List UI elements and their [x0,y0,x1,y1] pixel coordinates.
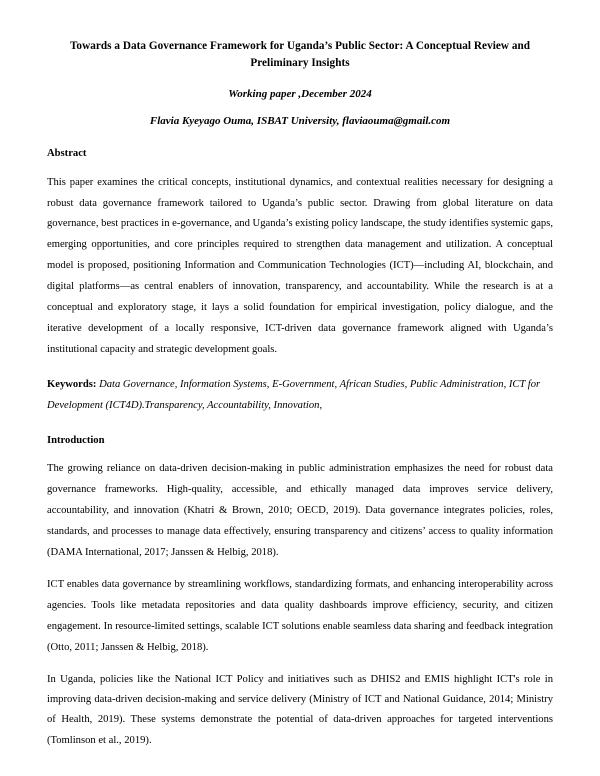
author-byline: Flavia Kyeyago Ouma, ISBAT University, flaviaouma@gmail.com [149,115,451,128]
page-title: Towards a Data Governance Framework for Uganda’s Public Sector: A Conceptual Review and Preliminary Insights [69,40,531,70]
abstract-paragraph: This paper examines the critical concepts, institutional dynamics, and contextual realities necessary for designing a robust data governance framework tailored to Uganda’s public sector. Drawing from global literature on data governance, best practices in e-governance, and Uganda’s existing policy landscape, the study identifies systemic gaps, emerging opportunities, and core principles required to strengthen data management and utilization. A conceptual model is proposed, positioning Information and Communication Technologies (ICT)—including AI, blockchain, and digital platforms—as central enablers of innovation, transparency, and accountability. While the research is at a conceptual and exploratory stage, it lays a solid foundation for empirical investigation, policy dialogue, and the iterative development of a locally responsive, ICT-driven data governance framework aligned with Uganda’s institutional capacity and strategic development goals. [47,176,553,356]
introduction-heading: Introduction [47,434,105,446]
document-subtitle: Working paper ,December 2024 [228,87,372,100]
keywords-list: Data Governance, Information Systems, E-Government, African Studies, Public Administration, ICT for Development (ICT4D).Transparency, Accountability, Innovation, [47,379,541,411]
keywords-line [47,375,553,416]
introduction-paragraph-3: In Uganda, policies like the National ICT Policy and initiatives such as DHIS2 and EMIS highlight ICT's role in improving data-driven decision-making and service delivery (Ministry of ICT and National Guidance, 2014; Ministry of Health, 2019). These systems demonstrate the potential of data-driven approaches for targeted interventions (Tomlinson et al., 2019). [47,674,553,746]
introduction-paragraph-2: ICT enables data governance by streamlining workflows, standardizing formats, and enhancing interoperability across agencies. Tools like metadata repositories and data quality dashboards improve efficiency, security, and citizen engagement. In resource-limited settings, scalable ICT solutions enable seamless data sharing and feedback integration (Otto, 2011; Janssen & Helbig, 2018). [47,579,553,654]
keywords-label: Keywords: [47,379,97,391]
introduction-paragraph-1: The growing reliance on data-driven decision-making in public administration emphasizes the need for robust data governance frameworks. High-quality, accessible, and ethically managed data improves service delivery, accountability, and innovation (Khatri & Brown, 2010; OECD, 2019). Data governance integrates policies, roles, standards, and processes to manage data effectively, ensuring transparency and citizens’ access to quality information (DAMA International, 2017; Janssen & Helbig, 2018). [47,463,553,559]
abstract-heading: Abstract [47,147,87,159]
